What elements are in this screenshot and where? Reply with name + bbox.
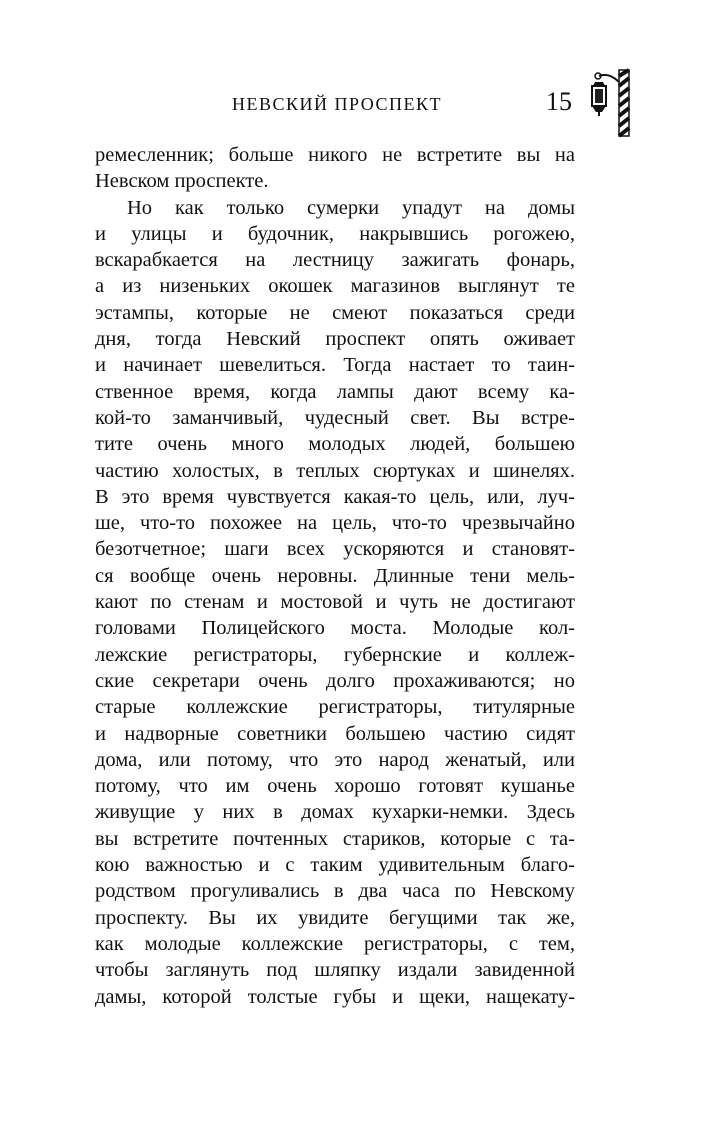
page-number: 15	[546, 87, 572, 116]
text-line: родством прогуливались в два часа по Невскому	[95, 880, 575, 903]
text-line: старые коллежские регистраторы, титулярные	[95, 696, 575, 719]
text-line: проспекту. Вы их увидите бегущими так же,	[95, 906, 575, 929]
text-line: дома, или потому, что это народ женатый, или	[95, 748, 575, 771]
text-line: как молодые коллежские регистраторы, с тем,	[95, 932, 575, 955]
text-line: чтобы заглянуть под шляпку издали завиденной	[95, 959, 575, 982]
text-line: ремесленник; больше никого не встретите вы на	[95, 144, 575, 166]
text-line: ственное время, когда лампы дают всему ка-	[95, 380, 575, 403]
lantern-icon	[585, 68, 641, 138]
text-line: Но как только сумерки упадут на домы	[127, 196, 575, 219]
text-line: потому, что им очень хорошо готовят кушанье	[95, 775, 575, 798]
text-line: эстампы, которые не смеют показаться среди	[95, 301, 575, 324]
text-line: кою важностью и с таким удивительным благо-	[95, 854, 575, 877]
text-line: и улицы и будочник, накрывшись рогожею,	[95, 222, 575, 245]
text-line: ся вообще очень неровны. Длинные тени мель-	[95, 564, 575, 587]
text-line: частию холостых, в теплых сюртуках и шинелях.	[95, 459, 575, 482]
text-line: лежские регистраторы, губернские и коллеж-	[95, 643, 575, 666]
text-line: головами Полицейского моста. Молодые кол-	[95, 617, 575, 640]
text-line: вы встретите почтенных стариков, которые с та-	[95, 827, 575, 850]
text-line: дня, тогда Невский проспект опять оживает	[95, 328, 575, 351]
text-line: и начинает шевелиться. Тогда настает то таин-	[95, 354, 575, 377]
text-line: живущие у них в домах кухарки-немки. Здесь	[95, 801, 575, 824]
text-line: Невском проспекте.	[95, 170, 269, 193]
text-line: кой-то заманчивый, чудесный свет. Вы встре-	[95, 406, 575, 429]
text-line: тите очень много молодых людей, большею	[95, 433, 575, 456]
text-line: вскарабкается на лестницу зажигать фонарь,	[95, 249, 575, 272]
text-line: дамы, которой толстые губы и щеки, нащекату-	[95, 985, 575, 1008]
text-line: а из низеньких окошек магазинов выглянут те	[95, 275, 575, 298]
text-line: безотчетное; шаги всех ускоряются и становят-	[95, 538, 575, 561]
running-title: НЕВСКИЙ ПРОСПЕКТ	[232, 94, 442, 114]
text-line: кают по стенам и мостовой и чуть не достигают	[95, 591, 575, 614]
text-line: ше, что-то похожее на цель, что-то чрезвычайно	[95, 512, 575, 535]
text-line: и надворные советники большею частию сидят	[95, 722, 575, 745]
text-line: В это время чувствуется какая-то цель, или, луч-	[95, 485, 575, 508]
text-body	[95, 142, 575, 1010]
text-line: ские секретари очень долго прохаживаются; но	[95, 669, 575, 692]
